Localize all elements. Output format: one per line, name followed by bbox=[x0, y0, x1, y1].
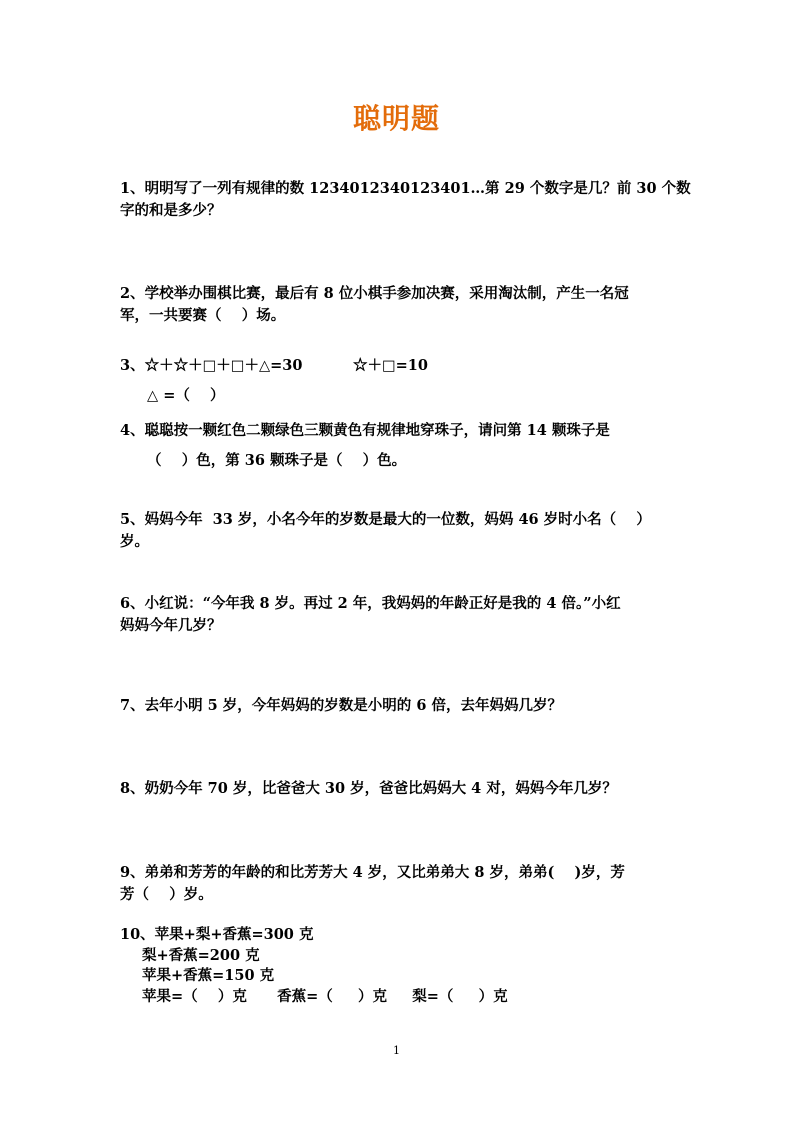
question-line: 军，一共要赛（ ）场。 bbox=[120, 307, 286, 324]
question-line: △ =（ ） bbox=[147, 387, 225, 404]
question-line: 6、小红说：“今年我 8 岁。再过 2 年，我妈妈的年龄正好是我的 4 倍。”小红 bbox=[120, 595, 621, 612]
question-line: 4、聪聪按一颗红色二颗绿色三颗黄色有规律地穿珠子，请问第 14 颗珠子是 bbox=[120, 422, 610, 439]
question-line: 8、奶奶今年 70 岁，比爸爸大 30 岁，爸爸比妈妈大 4 对，妈妈今年几岁？ bbox=[120, 780, 617, 797]
question-line: 芳（ ）岁。 bbox=[120, 886, 213, 903]
page-number: 1 bbox=[393, 1044, 400, 1057]
question-line: 苹果+香蕉=150 克 bbox=[142, 967, 275, 984]
question-9 bbox=[120, 862, 680, 906]
question-line: 1、明明写了一列有规律的数 1234012340123401…第 29 个数字是几？前 30 个数 bbox=[120, 180, 691, 197]
question-6 bbox=[120, 593, 680, 637]
question-line: 3、☆＋☆＋□＋□＋△=30 ☆＋□=10 bbox=[120, 357, 428, 374]
question-line: 岁。 bbox=[120, 533, 149, 550]
question-line: 字的和是多少？ bbox=[120, 202, 222, 219]
question-4 bbox=[120, 416, 680, 476]
question-line: （ ）色，第 36 颗珠子是（ ）色。 bbox=[147, 452, 407, 469]
question-line: 7、去年小明 5 岁，今年妈妈的岁数是小明的 6 倍，去年妈妈几岁？ bbox=[120, 697, 562, 714]
question-1 bbox=[120, 178, 691, 222]
page-title: 聪明题 bbox=[352, 102, 440, 135]
question-line: 妈妈今年几岁？ bbox=[120, 617, 222, 634]
question-10 bbox=[120, 925, 680, 1007]
question-line: 5、妈妈今年 33 岁，小名今年的岁数是最大的一位数，妈妈 46 岁时小名（ ） bbox=[120, 511, 651, 528]
question-line: 10、苹果+梨+香蕉=300 克 bbox=[120, 926, 314, 943]
question-line: 9、弟弟和芳芳的年龄的和比芳芳大 4 岁，又比弟弟大 8 岁，弟弟( )岁，芳 bbox=[120, 864, 625, 881]
question-line: 苹果=（ ）克 香蕉=（ ）克 梨=（ ）克 bbox=[142, 987, 508, 1005]
question-line: 梨+香蕉=200 克 bbox=[142, 946, 260, 964]
question-line: 2、学校举办围棋比赛，最后有 8 位小棋手参加决赛，采用淘汰制，产生一名冠 bbox=[120, 285, 629, 302]
question-3 bbox=[120, 351, 680, 411]
question-2 bbox=[120, 283, 680, 327]
question-7 bbox=[120, 695, 680, 717]
question-5 bbox=[120, 509, 680, 553]
question-8 bbox=[120, 778, 680, 800]
